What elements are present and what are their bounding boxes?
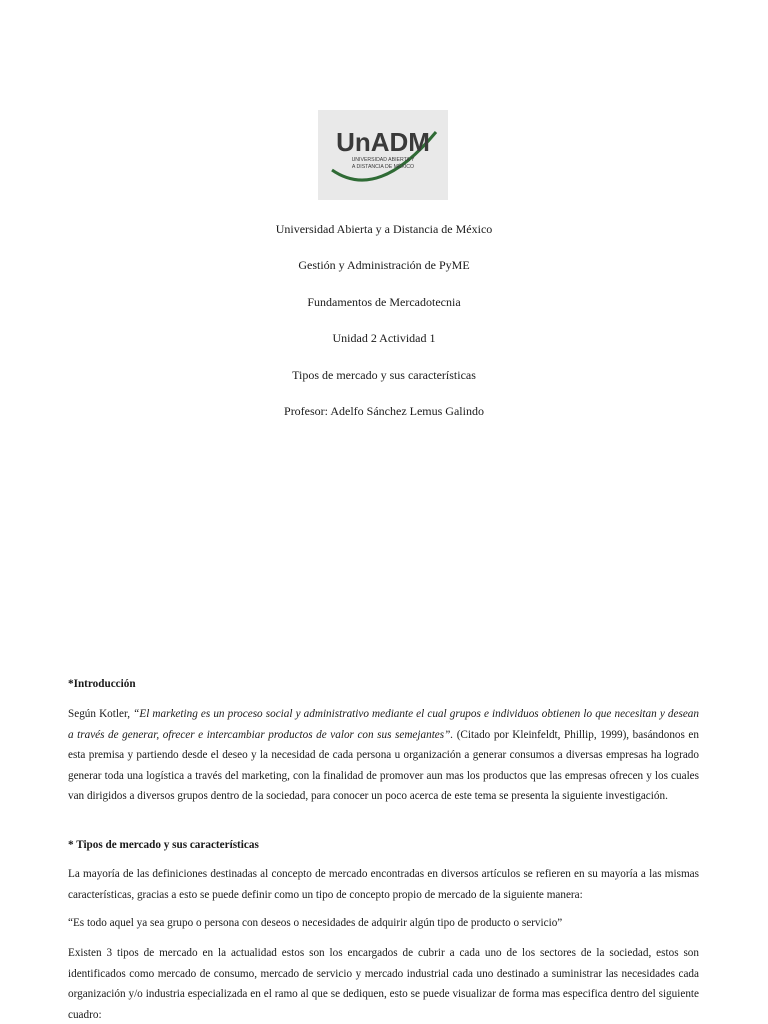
- intro-paragraph: [68, 704, 699, 807]
- cover-program: Gestión y Administración de PyME: [298, 258, 470, 272]
- intro-rest: (Citado por Kleinfeldt, Phillip, 1999), basándonos en esta premisa y partiendo desde el deseo y la necesidad de cada persona u organización a generar consumos a diversas empresas ha logrado generar toda una logística a través del marketing, con la finalidad de promover aun mas los productos que las empresas ofrecen y los cuales van dirigidos a diversos grupos dentro de la sociedad, para conocer un poco acerca de este tema se presenta la siguiente investigación.: [68, 728, 699, 802]
- cover-professor: Profesor: Adelfo Sánchez Lemus Galindo: [284, 404, 484, 418]
- unadm-logo-graphic: [318, 110, 448, 200]
- unadm-logo: [318, 110, 448, 200]
- types-paragraph: Existen 3 tipos de mercado en la actualidad estos son los encargados de cubrir a cada uno de los sectores de la sociedad, estos son identificados como mercado de consumo, mercado de servicio y mercado industrial cada uno destinado a suministrar las necesidades cada organización y/o industria especializada en el ramo al que se dediquen, esto se puede visualizar de forma mas especifica dentro del siguiente cuadro:: [68, 947, 699, 1021]
- cover-activity: Unidad 2 Actividad 1: [332, 331, 436, 345]
- cover-topic: Tipos de mercado y sus características: [292, 368, 476, 382]
- definition-quote: “Es todo aquel ya sea grupo o persona con deseos o necesidades de adquirir algún tipo de producto o servicio”: [68, 917, 563, 929]
- kotler-quote: “El marketing es un proceso social y administrativo mediante el cual grupos e individuos obtienen lo que necesitan y desean a través de generar, ofrecer e intercambiar productos de valor con sus semejantes”.: [68, 708, 699, 741]
- logo-subtitle-line2: A DISTANCIA DE MÉXICO: [351, 164, 415, 170]
- intro-lead: Según Kotler,: [68, 708, 134, 720]
- intro-heading: *Introducción: [68, 678, 136, 690]
- cover-university: Universidad Abierta y a Distancia de México: [275, 222, 493, 236]
- logo-main-text: UnADM: [336, 127, 430, 157]
- logo-subtitle-line1: UNIVERSIDAD ABIERTA Y: [351, 157, 415, 163]
- types-heading: * Tipos de mercado y sus características: [68, 839, 259, 851]
- cover-course: Fundamentos de Mercadotecnia: [307, 295, 461, 309]
- definitions-paragraph: La mayoría de las definiciones destinadas al concepto de mercado encontradas en diversos artículos se refieren en su mayoría a las mismas características, gracias a esto se puede definir como un tipo de concepto propio de mercado de la siguiente manera:: [68, 868, 699, 901]
